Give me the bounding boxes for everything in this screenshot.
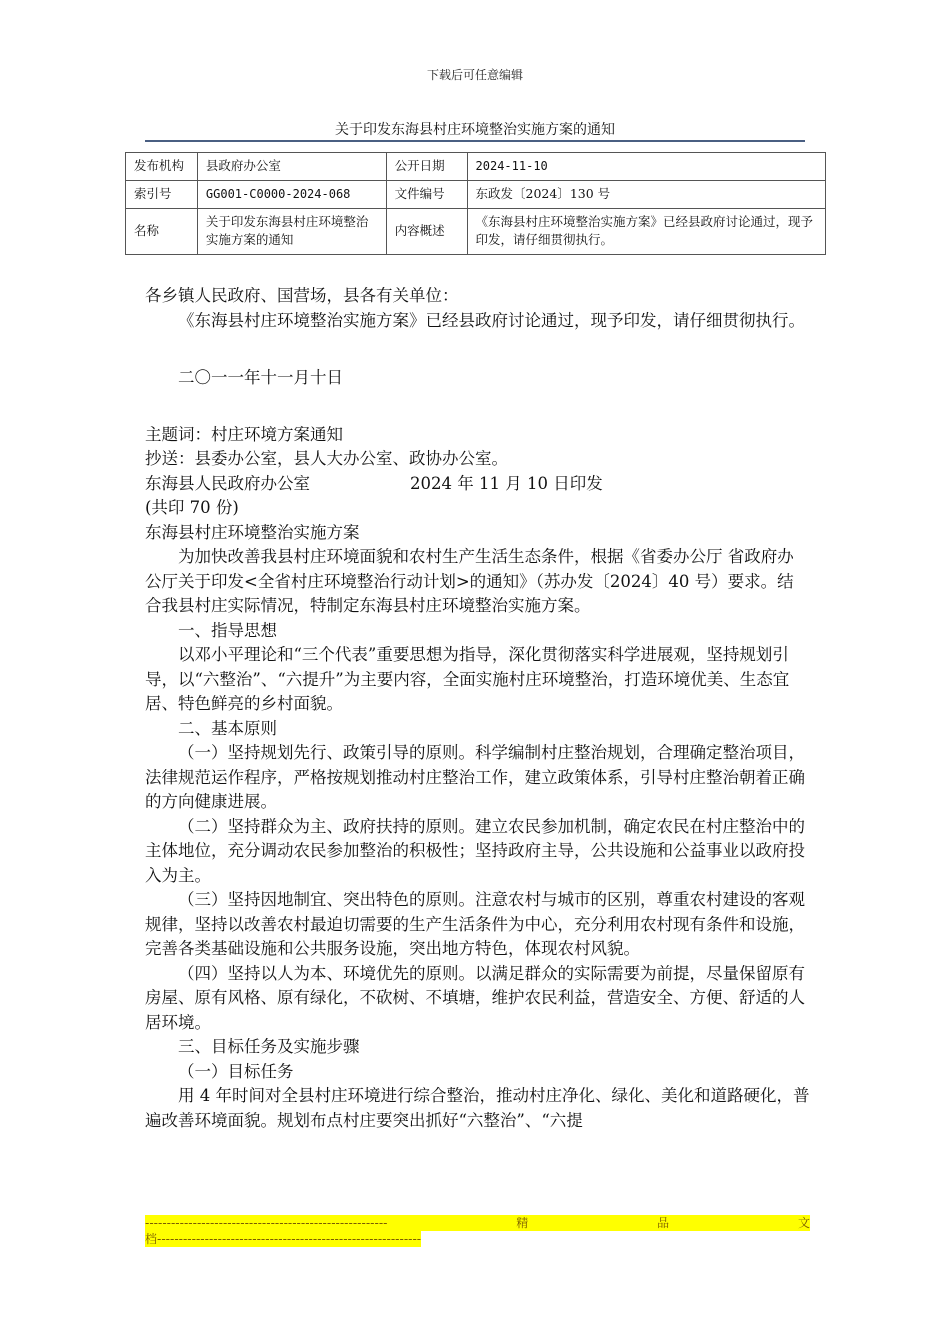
subject-words: 主题词：村庄环境方案通知 xyxy=(145,424,343,444)
document-body xyxy=(145,284,810,1133)
issuer-office: 东海县人民政府办公室 xyxy=(145,473,310,493)
name-label: 名称 xyxy=(126,208,198,255)
principle-2: （二）坚持群众为主、政府扶持的原则。建立农民参加机制，确定农民在村庄整治中的主体地位，充分调动农民参加整治的积极性；坚持政府主导，公共设施和公益事业以政府投入为主。 xyxy=(145,816,805,885)
title-divider xyxy=(145,140,805,142)
cc-line: 抄送：县委办公室，县人大办公室、政协办公室。 xyxy=(145,449,508,468)
file-no-value: 东政发〔2024〕130 号 xyxy=(467,180,825,208)
footer-line-1 xyxy=(145,1215,810,1231)
index-label: 索引号 xyxy=(126,180,198,208)
plan-paragraph-7: 用 4 年时间对全县村庄环境进行综合整治，推动村庄净化、绿化、美化和道路硬化，普遍改善环境面貌。规划布点村庄要突出抓好“六整治”、“六提 xyxy=(145,1086,810,1130)
table-row xyxy=(126,153,826,181)
principle-4: （四）坚持以人为本、环境优先的原则。以满足群众的实际需要为前提，尽量保留原有房屋、原有风格、原有绿化，不砍树、不填塘，维护农民利益，营造安全、方便、舒适的人居环境。 xyxy=(145,963,805,1032)
publish-date-label: 公开日期 xyxy=(386,153,467,181)
subsection-heading-3-1: （一）目标任务 xyxy=(178,1061,294,1081)
table-row xyxy=(126,180,826,208)
plan-paragraph-1: 为加快改善我县村庄环境面貌和农村生产生活生态条件，根据《省委办公厅 省政府办公厅关于印发<全省村庄环境整治行动计划>的通知》（苏办发〔2024〕40 号）要求。结合我县村庄实际情况，特制定东海县村庄环境整治实施方案。 xyxy=(145,547,794,615)
signing-date: 二〇一一年十一月十日 xyxy=(178,367,343,387)
index-value: GG001-C0000-2024-068 xyxy=(197,180,386,208)
issuer-label: 发布机构 xyxy=(126,153,198,181)
summary-value: 《东海县村庄环境整治实施方案》已经县政府讨论通过，现予印发，请仔细贯彻执行。 xyxy=(467,208,825,255)
principle-3: （三）坚持因地制宜、突出特色的原则。注意农村与城市的区别，尊重农村建设的客观规律，坚持以改善农村最迫切需要的生产生活条件为中心，充分利用农村现有条件和设施，完善各类基础设施和公共服务设施，突出地方特色，体现农村风貌。 xyxy=(145,890,805,958)
issuer-value: 县政府办公室 xyxy=(197,153,386,181)
section-heading-1: 一、指导思想 xyxy=(178,620,277,640)
plan-paragraph-2: 以邓小平理论和“三个代表”重要思想为指导，深化贯彻落实科学进展观，坚持规划引导，以“六整治”、“六提升”为主要内容，全面实施村庄环境整治，打造环境优美、生态宜居、特色鲜亮的乡村面貌。 xyxy=(145,645,790,713)
footer-char-1: 精 xyxy=(516,1216,529,1230)
footer-char-2: 品 xyxy=(657,1216,670,1230)
metadata-table xyxy=(125,152,826,255)
principle-1: （一）坚持规划先行、政策引导的原则。科学编制村庄整治规划，合理确定整治项目，法律规范运作程序，严格按规划推动村庄整治工作，建立政策体系，引导村庄整治朝着正确的方向健康进展。 xyxy=(145,743,805,811)
intro-paragraph: 《东海县村庄环境整治实施方案》已经县政府讨论通过，现予印发，请仔细贯彻执行。 xyxy=(178,310,805,330)
copies-count: (共印 70 份) xyxy=(145,498,239,517)
footer-watermark-band xyxy=(145,1215,810,1247)
table-row xyxy=(126,208,826,255)
footer-char-3: 文 xyxy=(797,1216,810,1230)
footer-line-2: 档------------------------------------------------------------- xyxy=(145,1232,422,1246)
section-heading-2: 二、基本原则 xyxy=(178,718,277,738)
header-note: 下载后可任意编辑 xyxy=(426,68,523,82)
issue-line xyxy=(145,472,810,497)
name-value: 关于印发东海县村庄环境整治实施方案的通知 xyxy=(197,208,386,255)
publish-date-value: 2024-11-10 xyxy=(467,153,825,181)
file-no-label: 文件编号 xyxy=(386,180,467,208)
salutation: 各乡镇人民政府、国营场，县各有关单位： xyxy=(145,286,459,305)
summary-label: 内容概述 xyxy=(386,208,467,255)
document-title: 关于印发东海县村庄环境整治实施方案的通知 xyxy=(335,122,615,138)
plan-title: 东海县村庄环境整治实施方案 xyxy=(145,522,360,542)
section-heading-3: 三、目标任务及实施步骤 xyxy=(178,1037,360,1056)
issue-date: 2024 年 11 月 10 日印发 xyxy=(410,473,603,493)
footer-dashes: -------------------------------------------------------- xyxy=(145,1216,388,1230)
